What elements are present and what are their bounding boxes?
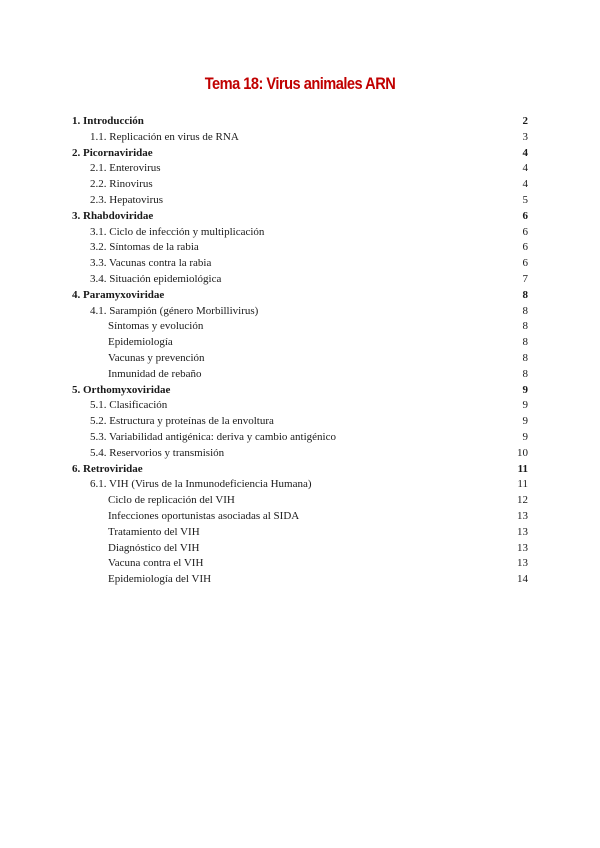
toc-section[interactable] xyxy=(72,462,528,478)
toc-page-number: 4 xyxy=(522,146,528,159)
toc-subsubsection[interactable] xyxy=(72,351,528,367)
toc-entry-label: Ciclo de replicación del VIH xyxy=(108,494,235,507)
toc-page-number: 2 xyxy=(522,115,528,127)
toc-entry-label: 1. Introducción xyxy=(72,115,144,127)
toc-subsection[interactable] xyxy=(72,240,528,256)
toc-subsubsection[interactable] xyxy=(72,509,528,525)
toc-entry-label: 4.1. Sarampión (género Morbillivirus) xyxy=(90,304,259,317)
toc-page-number: 11 xyxy=(517,478,528,491)
toc-page-number: 13 xyxy=(517,541,528,554)
toc-entry-label: 4. Paramyxoviridae xyxy=(72,288,165,301)
toc-entry-label: 3.1. Ciclo de infección y multiplicación xyxy=(90,225,265,238)
toc-section[interactable] xyxy=(72,114,528,130)
toc-entry-label: 5.3. Variabilidad antigénica: deriva y cambio antigénico xyxy=(90,430,336,443)
toc-page-number: 5 xyxy=(522,193,528,206)
toc-page-number: 8 xyxy=(522,336,528,349)
toc-page-number: 11 xyxy=(517,462,528,475)
toc-page-number: 12 xyxy=(517,494,528,507)
toc-subsection[interactable] xyxy=(72,304,528,320)
toc-section[interactable] xyxy=(72,383,528,399)
toc-entry-label: Tratamiento del VIH xyxy=(108,525,200,538)
toc-page-number: 8 xyxy=(522,288,528,301)
toc-entry-label: Vacunas y prevención xyxy=(108,351,205,364)
toc-page-number: 9 xyxy=(522,415,528,428)
toc-entry-label: Síntomas y evolución xyxy=(108,320,204,333)
toc-entry-label: 3.2. Síntomas de la rabia xyxy=(90,241,199,254)
table-of-contents xyxy=(72,114,528,588)
toc-entry-label: 2.2. Rinovirus xyxy=(90,178,153,191)
toc-entry-label: 6.1. VIH (Virus de la Inmunodeficiencia Humana) xyxy=(90,478,312,491)
toc-subsection[interactable] xyxy=(72,430,528,446)
toc-subsection[interactable] xyxy=(72,177,528,193)
toc-subsection[interactable] xyxy=(72,161,528,177)
toc-page-number: 6 xyxy=(522,209,528,222)
toc-entry-label: 5.1. Clasificación xyxy=(90,399,168,412)
toc-subsubsection[interactable] xyxy=(72,525,528,541)
toc-page-number: 3 xyxy=(522,130,528,143)
toc-subsubsection[interactable] xyxy=(72,556,528,572)
toc-entry-label: 2.3. Hepatovirus xyxy=(90,193,164,206)
toc-subsubsection[interactable] xyxy=(72,493,528,509)
toc-subsection[interactable] xyxy=(72,130,528,146)
toc-subsubsection[interactable] xyxy=(72,572,528,588)
toc-page-number: 8 xyxy=(522,351,528,364)
toc-page-number: 9 xyxy=(522,430,528,443)
toc-subsection[interactable] xyxy=(72,272,528,288)
toc-subsection[interactable] xyxy=(72,446,528,462)
toc-entry-label: 3. Rhabdoviridae xyxy=(72,209,154,222)
toc-page-number: 7 xyxy=(522,272,528,285)
toc-page-number: 13 xyxy=(517,557,528,570)
toc-entry-label: Diagnóstico del VIH xyxy=(108,541,200,554)
toc-entry-label: 5.2. Estructura y proteínas de la envoltura xyxy=(90,415,274,428)
document-title: Tema 18: Virus animales ARN xyxy=(204,74,396,93)
toc-section[interactable] xyxy=(72,209,528,225)
toc-page-number: 13 xyxy=(517,525,528,538)
toc-page-number: 9 xyxy=(522,383,528,396)
toc-subsection[interactable] xyxy=(72,414,528,430)
toc-subsection[interactable] xyxy=(72,398,528,414)
toc-subsubsection[interactable] xyxy=(72,367,528,383)
toc-entry-label: 5.4. Reservorios y transmisión xyxy=(90,446,225,459)
toc-entry-label: 1.1. Replicación en virus de RNA xyxy=(90,130,239,143)
toc-section[interactable] xyxy=(72,288,528,304)
toc-page-number: 13 xyxy=(517,509,528,522)
toc-entry-label: 2. Picornaviridae xyxy=(72,146,153,159)
toc-page-number: 8 xyxy=(522,304,528,317)
toc-page-number: 4 xyxy=(522,162,528,175)
toc-entry-label: 3.3. Vacunas contra la rabia xyxy=(90,257,212,270)
toc-subsection[interactable] xyxy=(72,256,528,272)
toc-page-number: 6 xyxy=(522,241,528,254)
toc-subsection[interactable] xyxy=(72,477,528,493)
toc-subsubsection[interactable] xyxy=(72,335,528,351)
toc-entry-label: Infecciones oportunistas asociadas al SIDA xyxy=(108,509,300,522)
toc-page-number: 8 xyxy=(522,320,528,333)
toc-page-number: 6 xyxy=(522,257,528,270)
toc-entry-label: 6. Retroviridae xyxy=(72,462,143,475)
toc-entry-label: Vacuna contra el VIH xyxy=(108,557,204,570)
toc-page-number: 10 xyxy=(517,446,528,459)
toc-page-number: 14 xyxy=(517,573,528,586)
toc-page-number: 4 xyxy=(522,178,528,191)
toc-entry-label: Epidemiología del VIH xyxy=(108,573,212,586)
toc-subsubsection[interactable] xyxy=(72,319,528,335)
toc-entry-label: 2.1. Enterovirus xyxy=(90,162,161,175)
toc-subsubsection[interactable] xyxy=(72,541,528,557)
toc-section[interactable] xyxy=(72,146,528,162)
toc-page-number: 6 xyxy=(522,225,528,238)
toc-subsection[interactable] xyxy=(72,225,528,241)
toc-subsection[interactable] xyxy=(72,193,528,209)
toc-page-number: 8 xyxy=(522,367,528,380)
toc-entry-label: Epidemiología xyxy=(108,336,173,349)
toc-entry-label: Inmunidad de rebaño xyxy=(108,367,202,380)
toc-entry-label: 3.4. Situación epidemiológica xyxy=(90,272,222,285)
toc-entry-label: 5. Orthomyxoviridae xyxy=(72,383,171,396)
toc-page-number: 9 xyxy=(522,399,528,412)
